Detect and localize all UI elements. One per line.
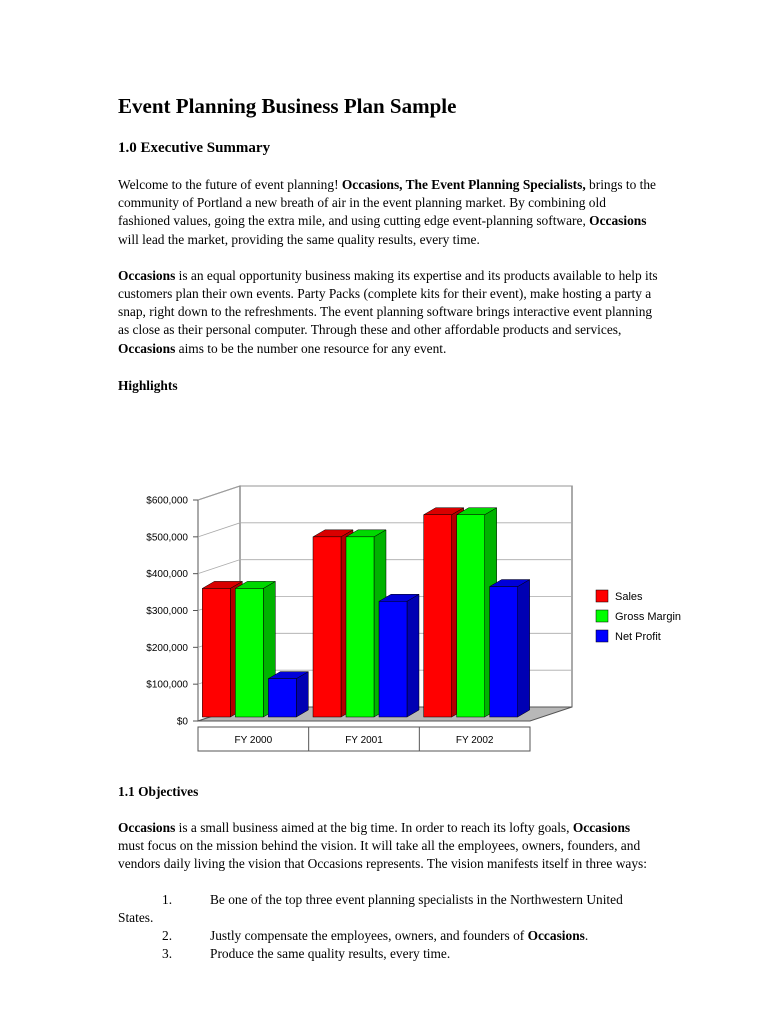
objectives-list bbox=[118, 891, 658, 964]
chart-svg bbox=[118, 478, 698, 758]
bar bbox=[379, 601, 407, 717]
legend-swatch bbox=[596, 630, 608, 642]
y-tick-label: $500,000 bbox=[146, 532, 188, 544]
bar-side bbox=[407, 594, 419, 717]
x-tick-label: FY 2000 bbox=[234, 735, 273, 746]
document-title: Event Planning Business Plan Sample bbox=[118, 94, 457, 118]
bar bbox=[490, 587, 518, 717]
paragraph-welcome: Welcome to the future of event planning! Occasions, The Event Planning Specialists, brings to the community of Portland a new breath of air in the event planning market. By combining old fashioned values, going the extra mile, and using cutting edge event-planning software, Occasions will lead the market, providing the same quality results, every time. bbox=[118, 177, 656, 247]
x-tick-label: FY 2001 bbox=[345, 735, 383, 746]
paragraph-occasions: Occasions is an equal opportunity business making its expertise and its products available to help its customers plan their own events. Party Packs (complete kits for their event), make hosting a party a snap, right down to the refreshments. The event planning software brings interactive event planning as close as their personal computer. Through these and other affordable products and services, Occasions aims to be the number one resource for any event. bbox=[118, 267, 658, 356]
y-tick-label: $200,000 bbox=[146, 642, 188, 654]
legend-swatch bbox=[596, 590, 608, 602]
document-body bbox=[118, 92, 658, 396]
highlights-chart bbox=[118, 478, 698, 758]
bar bbox=[457, 515, 485, 717]
paragraph-objectives: Occasions is a small business aimed at the big time. In order to reach its lofty goals, Occasions must focus on the mission behind the vision. It will take all the employees, owners, founders, and vendors daily living the vision that Occasions represents. The vision manifests itself in three ways: bbox=[118, 820, 647, 872]
bar-side bbox=[518, 580, 530, 717]
bar-side bbox=[296, 672, 308, 717]
list-item: 3. Produce the same quality results, every time. bbox=[162, 946, 451, 962]
y-tick-label: $0 bbox=[176, 716, 188, 728]
list-item: 2. Justly compensate the employees, owners, and founders of Occasions. bbox=[162, 928, 589, 944]
bar bbox=[268, 679, 296, 717]
legend-label: Net Profit bbox=[615, 631, 661, 643]
y-tick-label: $600,000 bbox=[146, 495, 188, 507]
section-heading-objectives: 1.1 Objectives bbox=[118, 784, 199, 799]
y-tick-label: $400,000 bbox=[146, 569, 188, 581]
highlights-heading: Highlights bbox=[118, 377, 178, 393]
bar bbox=[346, 537, 374, 717]
section-heading-executive-summary: 1.0 Executive Summary bbox=[118, 140, 271, 156]
y-tick-label: $300,000 bbox=[146, 606, 188, 617]
legend-swatch bbox=[596, 610, 608, 622]
list-item: 1. Be one of the top three event planning specialists in the Northwestern United States. bbox=[118, 891, 623, 925]
objectives-section bbox=[118, 782, 658, 963]
legend-label: Gross Margin bbox=[615, 611, 682, 623]
bar bbox=[235, 588, 263, 717]
bar bbox=[202, 588, 230, 717]
x-tick-label: FY 2002 bbox=[455, 735, 494, 746]
bar bbox=[424, 515, 452, 717]
legend-label: Sales bbox=[615, 591, 643, 603]
bar bbox=[313, 537, 341, 717]
y-tick-label: $100,000 bbox=[146, 679, 188, 691]
